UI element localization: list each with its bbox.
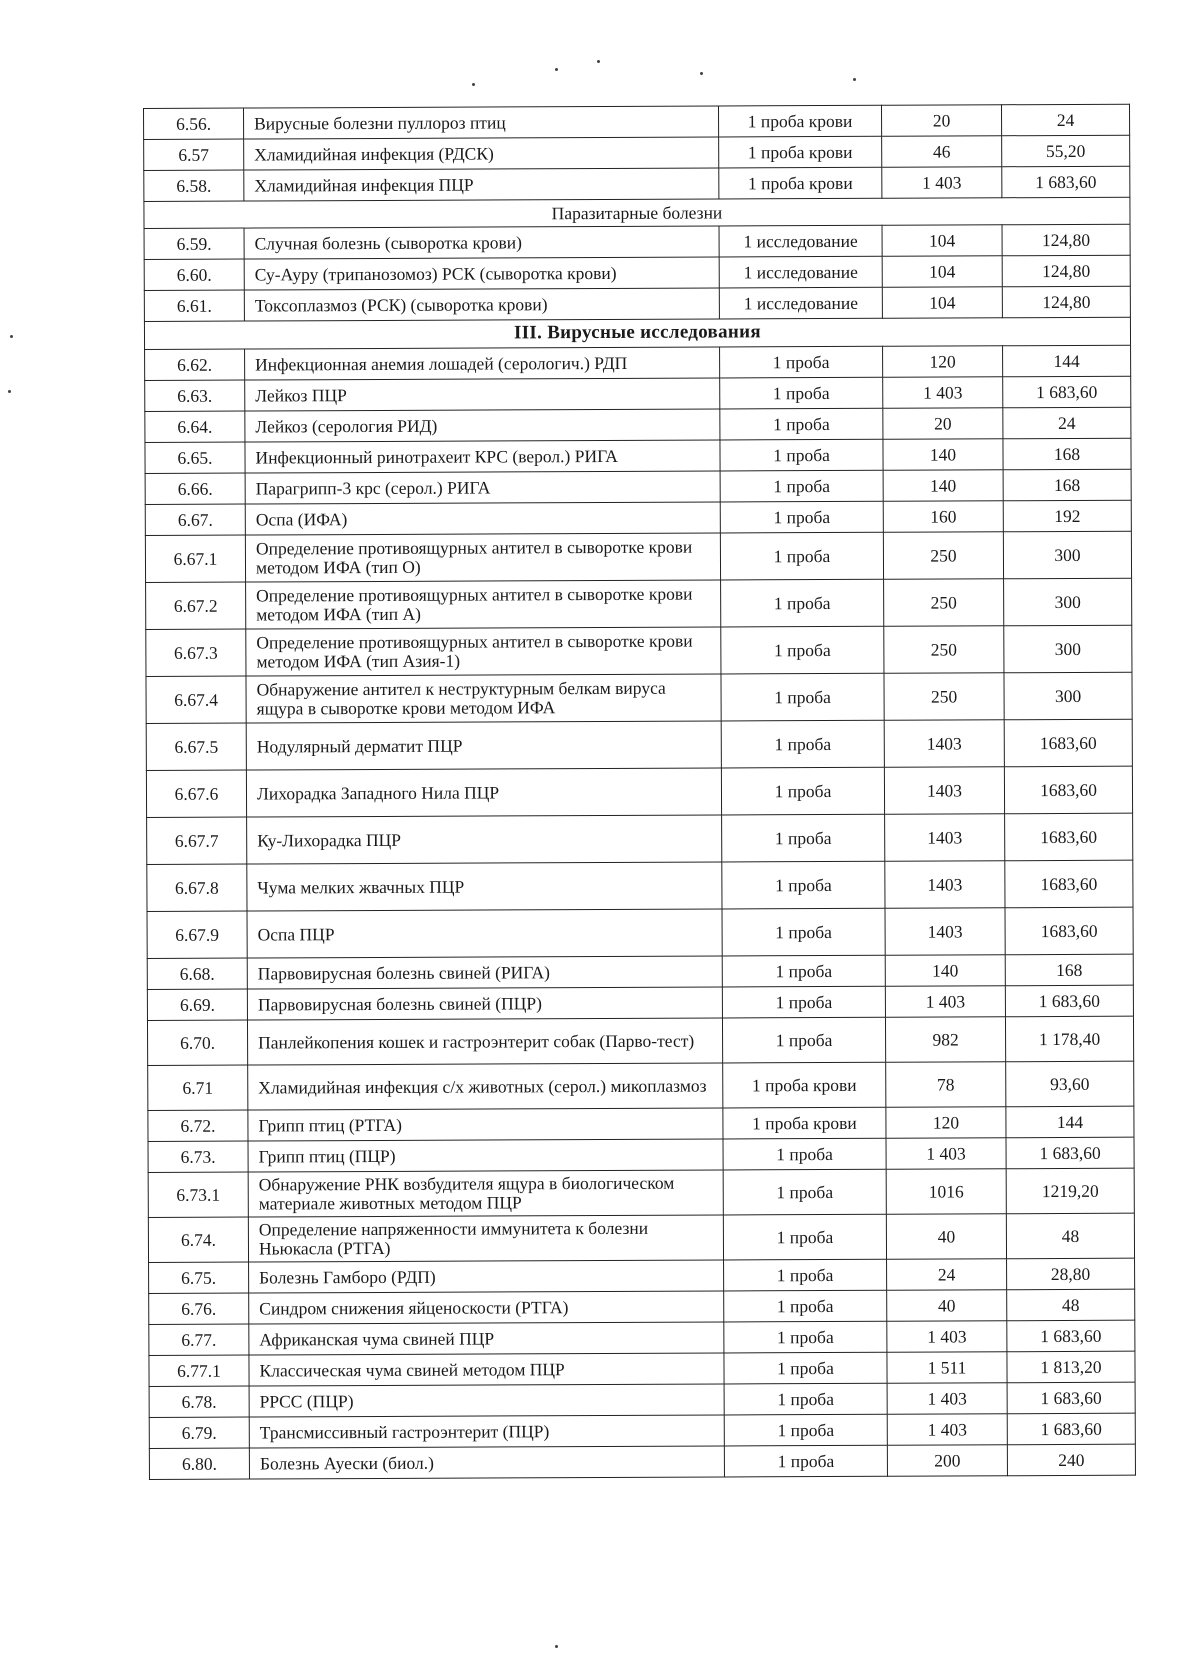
row-price-vat-cell: 1683,60 (1004, 766, 1132, 814)
row-code-cell: 6.77.1 (149, 1355, 249, 1386)
row-name-cell: Африканская чума свиней ПЦР (249, 1322, 724, 1355)
table-row (144, 166, 1130, 201)
row-unit-cell: 1 проба (720, 408, 883, 440)
row-price-vat-cell: 1 683,60 (1005, 985, 1133, 1017)
row-price-vat-cell: 1 813,20 (1007, 1351, 1135, 1383)
row-price-cell: 1016 (886, 1169, 1006, 1215)
row-price-vat-cell: 48 (1006, 1213, 1134, 1259)
row-price-vat-cell: 144 (1003, 345, 1131, 377)
table-row (149, 1320, 1135, 1355)
row-unit-cell: 1 проба (720, 439, 883, 471)
row-name-cell: Лейкоз (серология РИД) (245, 409, 720, 442)
table-row (147, 954, 1133, 989)
section-row (144, 197, 1130, 228)
row-price-vat-cell: 300 (1004, 672, 1132, 720)
row-code-cell: 6.67.5 (146, 723, 246, 770)
row-price-cell: 1 403 (885, 986, 1005, 1018)
row-price-vat-cell: 300 (1003, 531, 1131, 579)
row-price-vat-cell: 1683,60 (1004, 719, 1132, 767)
scan-speck (8, 390, 11, 393)
table-row (144, 135, 1130, 170)
row-name-cell: Оспа ПЦР (247, 909, 722, 958)
row-code-cell: 6.80. (149, 1448, 249, 1479)
row-code-cell: 6.73. (148, 1141, 248, 1172)
row-code-cell: 6.58. (144, 170, 244, 201)
row-unit-cell: 1 проба (721, 767, 884, 815)
row-unit-cell: 1 проба крови (719, 136, 882, 168)
row-code-cell: 6.63. (145, 380, 245, 411)
row-unit-cell: 1 проба крови (718, 105, 881, 137)
row-unit-cell: 1 исследование (719, 256, 882, 288)
row-name-cell: Панлейкопения кошек и гастроэнтерит собак (Парво-тест) (247, 1018, 722, 1065)
row-name-cell: Определение противоящурных антител в сыворотке крови методом ИФА (тип Азия-1) (246, 627, 721, 676)
row-name-cell: Нодулярный дерматит ПЦР (246, 721, 721, 770)
row-price-cell: 1 403 (886, 1138, 1006, 1170)
row-price-cell: 160 (883, 501, 1003, 533)
row-unit-cell: 1 проба (722, 986, 885, 1018)
row-name-cell: PPCC (ПЦР) (249, 1384, 724, 1417)
row-price-cell: 1403 (884, 767, 1004, 815)
table-row (145, 407, 1131, 442)
table-row (146, 719, 1132, 770)
table-row (148, 1213, 1134, 1262)
row-price-cell: 982 (885, 1017, 1005, 1063)
row-price-vat-cell: 1 683,60 (1002, 166, 1130, 198)
row-price-cell: 20 (881, 105, 1001, 137)
row-price-vat-cell: 1219,20 (1006, 1168, 1134, 1214)
table-row (147, 1016, 1133, 1065)
row-price-vat-cell: 1 683,60 (1007, 1413, 1135, 1445)
table-row (146, 766, 1132, 817)
table-row (145, 376, 1131, 411)
row-name-cell: Лейкоз ПЦР (245, 378, 720, 411)
table-row (145, 531, 1131, 582)
row-price-vat-cell: 1 683,60 (1003, 376, 1131, 408)
table-row (147, 860, 1133, 911)
row-price-cell: 104 (882, 256, 1002, 288)
row-name-cell: Хламидийная инфекция с/х животных (серол.) микоплазмоз (248, 1063, 723, 1110)
row-code-cell: 6.76. (149, 1293, 249, 1324)
row-unit-cell: 1 проба (720, 470, 883, 502)
row-unit-cell: 1 проба (721, 626, 884, 674)
row-name-cell: Парвовирусная болезнь свиней (ПЦР) (247, 987, 722, 1020)
row-price-cell: 78 (886, 1062, 1006, 1108)
scan-speck (853, 78, 856, 81)
row-name-cell: Парагрипп-3 крс (серол.) РИГА (245, 471, 720, 504)
row-price-cell: 140 (883, 439, 1003, 471)
row-price-vat-cell: 124,80 (1002, 224, 1130, 256)
row-code-cell: 6.79. (149, 1417, 249, 1448)
row-name-cell: Инфекционный ринотрахеит КРС (верол.) РИГА (245, 440, 720, 473)
row-unit-cell: 1 проба (722, 908, 885, 956)
table-row (144, 104, 1130, 139)
row-name-cell: Определение напряженности иммунитета к болезни Ньюкасла (РТГА) (248, 1215, 723, 1262)
row-name-cell: Болезнь Гамборо (РДП) (249, 1260, 724, 1293)
row-name-cell: Классическая чума свиней методом ПЦР (249, 1353, 724, 1386)
row-code-cell: 6.72. (148, 1110, 248, 1141)
table-row (148, 1106, 1134, 1141)
row-unit-cell: 1 проба (724, 1414, 887, 1446)
table-row (144, 224, 1130, 259)
row-code-cell: 6.67.4 (146, 676, 246, 723)
row-price-cell: 1403 (885, 814, 1005, 862)
row-price-cell: 1 511 (887, 1352, 1007, 1384)
table-row (149, 1413, 1135, 1448)
row-name-cell: Инфекционная анемия лошадей (серологич.) РДП (245, 347, 720, 380)
row-unit-cell: 1 проба (723, 1138, 886, 1170)
row-price-cell: 250 (883, 532, 1003, 580)
row-name-cell: Случная болезнь (сыворотка крови) (244, 226, 719, 259)
row-unit-cell: 1 проба (722, 1017, 885, 1063)
table-row (145, 345, 1131, 380)
row-name-cell: Хламидийная инфекция ПЦР (244, 168, 719, 201)
row-name-cell: Болезнь Ауески (биол.) (249, 1446, 724, 1479)
row-price-cell: 1 403 (887, 1383, 1007, 1415)
row-name-cell: Су-Ауру (трипанозомоз) РСК (сыворотка крови) (244, 257, 719, 290)
table-row (148, 1061, 1134, 1110)
row-price-cell: 140 (883, 470, 1003, 502)
row-name-cell: Лихорадка Западного Нила ПЦР (246, 768, 721, 817)
row-price-vat-cell: 124,80 (1002, 286, 1130, 318)
row-unit-cell: 1 проба (720, 346, 883, 378)
section-heading: Паразитарные болезни (144, 197, 1130, 228)
row-unit-cell: 1 проба (724, 1383, 887, 1415)
row-name-cell: Парвовирусная болезнь свиней (РИГА) (247, 956, 722, 989)
scan-speck (472, 83, 475, 86)
price-table-body (144, 104, 1136, 1479)
row-unit-cell: 1 исследование (719, 287, 882, 319)
row-code-cell: 6.75. (149, 1262, 249, 1293)
row-code-cell: 6.64. (145, 411, 245, 442)
row-price-vat-cell: 24 (1001, 104, 1129, 136)
table-row (145, 500, 1131, 535)
row-price-cell: 140 (885, 955, 1005, 987)
row-price-vat-cell: 1683,60 (1005, 813, 1133, 861)
table-row (148, 1168, 1134, 1217)
row-name-cell: Оспа (ИФА) (245, 502, 720, 535)
scan-speck (700, 72, 703, 75)
row-name-cell: Ку-Лихорадка ПЦР (247, 815, 722, 864)
table-row (149, 1289, 1135, 1324)
row-code-cell: 6.73.1 (148, 1172, 248, 1217)
row-price-vat-cell: 48 (1007, 1289, 1135, 1321)
row-code-cell: 6.67. (145, 504, 245, 535)
row-price-vat-cell: 24 (1003, 407, 1131, 439)
table-row (149, 1258, 1135, 1293)
row-price-vat-cell: 300 (1004, 625, 1132, 673)
table-row (144, 255, 1130, 290)
row-name-cell: Трансмиссивный гастроэнтерит (ПЦР) (249, 1415, 724, 1448)
row-price-cell: 1 403 (887, 1414, 1007, 1446)
row-price-cell: 1 403 (882, 167, 1002, 199)
row-name-cell: Хламидийная инфекция (РДСК) (244, 137, 719, 170)
row-unit-cell: 1 проба (720, 501, 883, 533)
table-row (144, 286, 1130, 321)
row-price-vat-cell: 192 (1003, 500, 1131, 532)
row-price-cell: 1403 (885, 861, 1005, 909)
table-row (147, 813, 1133, 864)
table-row (145, 469, 1131, 504)
row-name-cell: Грипп птиц (ПЦР) (248, 1139, 723, 1172)
row-code-cell: 6.67.7 (147, 817, 247, 864)
row-unit-cell: 1 проба (721, 579, 884, 627)
row-price-cell: 46 (882, 136, 1002, 168)
row-code-cell: 6.59. (144, 228, 244, 259)
section-row (144, 317, 1130, 349)
row-price-vat-cell: 144 (1006, 1106, 1134, 1138)
row-price-cell: 1403 (884, 720, 1004, 768)
row-price-cell: 24 (887, 1259, 1007, 1291)
row-price-vat-cell: 168 (1003, 438, 1131, 470)
row-unit-cell: 1 проба (721, 720, 884, 768)
row-price-cell: 104 (882, 225, 1002, 257)
row-price-vat-cell: 240 (1007, 1444, 1135, 1476)
scan-speck (555, 1645, 558, 1648)
row-price-cell: 1 403 (883, 377, 1003, 409)
row-code-cell: 6.66. (145, 473, 245, 504)
row-name-cell: Грипп птиц (РТГА) (248, 1108, 723, 1141)
row-price-cell: 250 (884, 579, 1004, 627)
row-price-vat-cell: 124,80 (1002, 255, 1130, 287)
scan-speck (597, 60, 600, 63)
row-name-cell: Обнаружение антител к неструктурным белкам вируса ящура в сыворотке крови методом ИФА (246, 674, 721, 723)
row-price-vat-cell: 168 (1003, 469, 1131, 501)
table-row (145, 438, 1131, 473)
row-unit-cell: 1 проба крови (723, 1062, 886, 1108)
row-code-cell: 6.67.3 (146, 629, 246, 676)
row-price-vat-cell: 168 (1005, 954, 1133, 986)
row-code-cell: 6.78. (149, 1386, 249, 1417)
row-code-cell: 6.65. (145, 442, 245, 473)
row-price-cell: 1 403 (887, 1321, 1007, 1353)
row-unit-cell: 1 проба крови (719, 167, 882, 199)
table-row (148, 1137, 1134, 1172)
row-code-cell: 6.70. (147, 1020, 247, 1065)
row-price-vat-cell: 300 (1004, 578, 1132, 626)
row-unit-cell: 1 исследование (719, 225, 882, 257)
table-row (146, 625, 1132, 676)
row-code-cell: 6.62. (145, 349, 245, 380)
row-price-cell: 40 (887, 1290, 1007, 1322)
row-unit-cell: 1 проба (723, 1169, 886, 1215)
table-row (147, 907, 1133, 958)
table-row (147, 985, 1133, 1020)
row-price-vat-cell: 1 683,60 (1007, 1382, 1135, 1414)
row-code-cell: 6.61. (144, 290, 244, 321)
row-name-cell: Чума мелких жвачных ПЦР (247, 862, 722, 911)
row-code-cell: 6.57 (144, 139, 244, 170)
row-unit-cell: 1 проба (722, 814, 885, 862)
row-code-cell: 6.71 (148, 1065, 248, 1110)
row-code-cell: 6.56. (144, 108, 244, 139)
row-unit-cell: 1 проба (724, 1445, 887, 1477)
table-row (146, 578, 1132, 629)
price-table (143, 104, 1136, 1480)
table-row (149, 1382, 1135, 1417)
scan-speck (10, 335, 13, 338)
row-name-cell: Вирусные болезни пуллороз птиц (244, 106, 719, 139)
row-unit-cell: 1 проба (724, 1290, 887, 1322)
row-price-cell: 20 (883, 408, 1003, 440)
row-price-vat-cell: 55,20 (1002, 135, 1130, 167)
row-unit-cell: 1 проба крови (723, 1107, 886, 1139)
table-row (149, 1444, 1135, 1479)
row-price-cell: 120 (883, 346, 1003, 378)
row-code-cell: 6.77. (149, 1324, 249, 1355)
row-code-cell: 6.68. (147, 958, 247, 989)
row-price-cell: 40 (886, 1214, 1006, 1260)
table-row (149, 1351, 1135, 1386)
row-code-cell: 6.67.8 (147, 864, 247, 911)
row-price-cell: 1403 (885, 908, 1005, 956)
row-unit-cell: 1 проба (722, 955, 885, 987)
row-code-cell: 6.67.2 (146, 582, 246, 629)
row-price-cell: 120 (886, 1107, 1006, 1139)
row-unit-cell: 1 проба (724, 1321, 887, 1353)
row-price-cell: 200 (887, 1445, 1007, 1477)
row-unit-cell: 1 проба (721, 673, 884, 721)
row-name-cell: Обнаружение РНК возбудителя ящура в биологическом материале животных методом ПЦР (248, 1170, 723, 1217)
row-price-cell: 104 (882, 287, 1002, 319)
row-price-vat-cell: 1 178,40 (1005, 1016, 1133, 1062)
row-code-cell: 6.60. (144, 259, 244, 290)
scan-speck (555, 68, 558, 71)
row-price-vat-cell: 1683,60 (1005, 860, 1133, 908)
row-code-cell: 6.67.6 (146, 770, 246, 817)
row-price-cell: 250 (884, 626, 1004, 674)
row-code-cell: 6.67.1 (145, 535, 245, 582)
row-unit-cell: 1 проба (722, 861, 885, 909)
row-price-vat-cell: 93,60 (1006, 1061, 1134, 1107)
row-name-cell: Синдром снижения яйценоскости (РТГА) (249, 1291, 724, 1324)
row-code-cell: 6.69. (147, 989, 247, 1020)
row-price-cell: 250 (884, 673, 1004, 721)
row-code-cell: 6.74. (148, 1217, 248, 1262)
row-unit-cell: 1 проба (720, 377, 883, 409)
row-unit-cell: 1 проба (724, 1259, 887, 1291)
row-name-cell: Токсоплазмоз (РСК) (сыворотка крови) (244, 288, 719, 321)
row-unit-cell: 1 проба (724, 1352, 887, 1384)
row-name-cell: Определение противоящурных антител в сыворотке крови методом ИФА (тип А) (246, 580, 721, 629)
row-name-cell: Определение противоящурных антител в сыворотке крови методом ИФА (тип О) (245, 533, 720, 582)
row-unit-cell: 1 проба (723, 1214, 886, 1260)
table-row (146, 672, 1132, 723)
row-code-cell: 6.67.9 (147, 911, 247, 958)
row-unit-cell: 1 проба (720, 532, 883, 580)
row-price-vat-cell: 1 683,60 (1006, 1137, 1134, 1169)
row-price-vat-cell: 1683,60 (1005, 907, 1133, 955)
section-heading: III. Вирусные исследования (144, 317, 1130, 349)
row-price-vat-cell: 28,80 (1007, 1258, 1135, 1290)
row-price-vat-cell: 1 683,60 (1007, 1320, 1135, 1352)
